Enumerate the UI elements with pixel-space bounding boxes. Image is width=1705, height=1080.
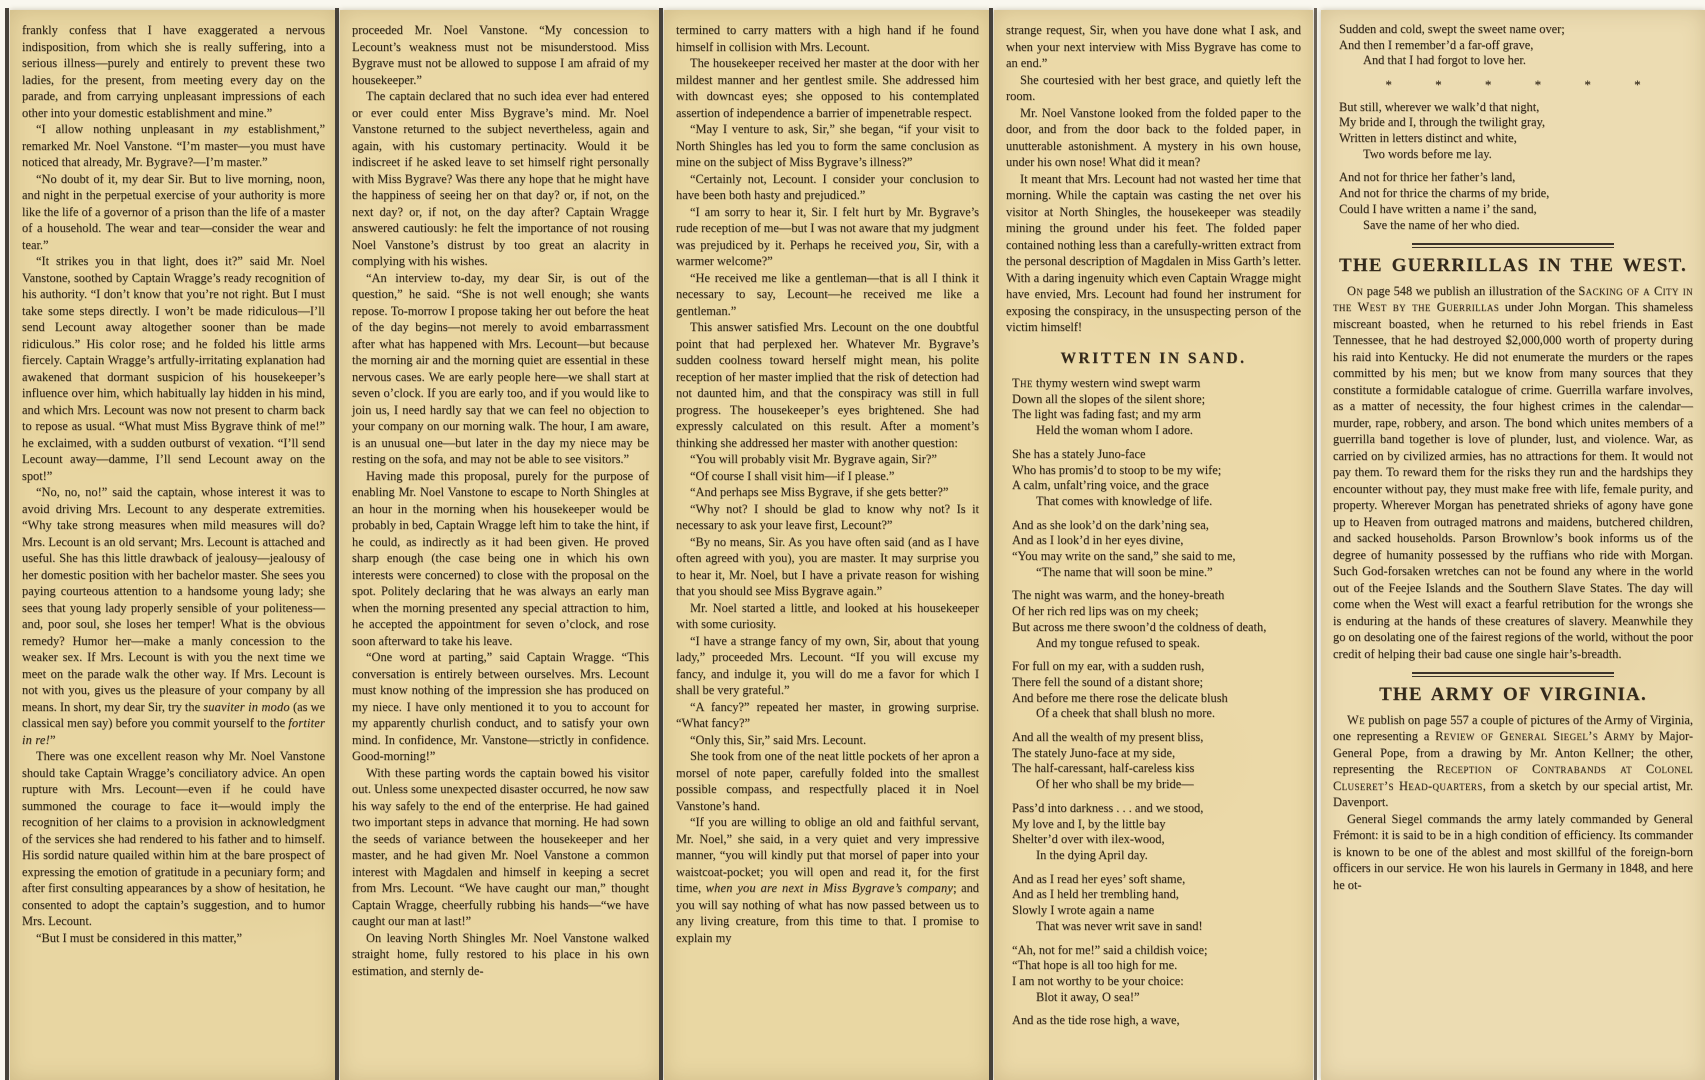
newspaper-column-3: [664, 10, 991, 1080]
poem-line: And then I remember’d a far-off grave,: [1339, 37, 1534, 52]
poem-line: But still, wherever we walk’d that night,: [1339, 99, 1540, 114]
poem-line: For full on my ear, with a sudden rush,: [1012, 659, 1205, 674]
article-paragraph: Mr. Noel started a little, and looked at his housekeeper with some curiosity.: [676, 600, 979, 631]
article-paragraph: Having made this proposal, purely for the purpose of enabling Mr. Noel Vanstone to escape to North Shingles at an hour in the morning when his housekeeper would be probably in bed, Captain Wragge left him to take the hint, if he could, as indirectly as it had been given. He proved sharp enough (the case being one in which his own interests were concerned) to close with the proposal on the spot. Politely declaring that he was always an early man when the morning presented any special attraction to him, he accepted the appointment for seven o’clock, and rose soon afterward to take his leave.: [352, 468, 649, 648]
column-rule: [5, 8, 9, 1080]
poem-line: Of her who shall be my bride—: [1036, 777, 1194, 792]
poem-stanza: [1339, 170, 1693, 233]
poem-line: “The name that will soon be mine.”: [1036, 564, 1213, 579]
poem-stanza: [1339, 22, 1693, 69]
column-rule: [659, 8, 663, 1080]
poem-line: Shelter’d over with ilex-wood,: [1012, 832, 1165, 847]
article-paragraph: “Of course I shall visit him—if I please.”: [690, 468, 895, 483]
poem-title: WRITTEN IN SAND.: [1060, 349, 1247, 367]
article-paragraph: “An interview to-day, my dear Sir, is out of the question,” he said. “She is not well enough; she wants repose. To-morrow I propose taking her out before the heat of the day begins—not merely to avoid embarrassment after what has happened with Mrs. Lecount—but because the morning air and the morning quiet are essential in these nervous cases. We are early people here—we shall start at seven o’clock. If you are early too, and if you would like to join us, I need hardly say that we can feel no objection to your company on our morning walk. The hour, I am aware, is an unusual one—but later in the day my niece may be resting on the sofa, and may not be able to see visitors.”: [352, 270, 649, 466]
article-paragraph: “May I venture to ask, Sir,” she began, “if your visit to North Shingles has led you to form the same conclusion as mine on the subject of Miss Bygrave’s illness?”: [676, 122, 979, 169]
poem-line: My love and I, by the little bay: [1012, 816, 1166, 831]
poem-line: Pass’d into darkness . . . and we stood,: [1012, 800, 1204, 815]
poem-line: “That hope is all too high for me.: [1012, 958, 1178, 973]
article-paragraph: “A fancy?” repeated her master, in growing surprise. “What fancy?”: [676, 699, 979, 730]
poem-line: And as I read her eyes’ soft shame,: [1012, 871, 1186, 886]
poem-line: And my tongue refused to speak.: [1036, 635, 1200, 650]
column-rule: [989, 8, 993, 1080]
article-paragraph: The captain declared that no such idea ever had entered or ever could enter Miss Bygrave’s mind. Mr. Noel Vanstone returned to the subject nevertheless, again and again, with his customary pertinacity. Would it be indiscreet if he asked leave to set himself right personally with Miss Bygrave? Was there any hope that he might have the happiness of seeing her on that day? or, if not, on the next day? or, if not, on the day after? Captain Wragge answered cautiously: he felt the importance of not rousing Noel Vanstone’s distrust by too great an alacrity in complying with his wishes.: [352, 89, 649, 268]
newspaper-column-4: [994, 10, 1313, 1080]
article-paragraph: There was one excellent reason why Mr. Noel Vanstone should take Captain Wragge’s conciliatory advice. An open rupture with Mrs. Lecount—even if he could have summoned the courage to face it—would imply the recognition of her claims to a provision in acknowledgment of the services she had rendered to his father and to himself. His sordid nature quailed within him at the bare prospect of expressing the emotion of gratitude in a pecuniary form; and after first consulting appearances by a show of hesitation, he consented to adopt the captain’s suggestion, and to humor Mrs. Lecount.: [22, 749, 325, 928]
poem-line: Could I have written a name i’ the sand,: [1339, 201, 1537, 216]
poem-line: “You may write on the sand,” she said to me,: [1012, 549, 1236, 564]
article-paragraph: “No, no, no!” said the captain, whose interest it was to avoid driving Mrs. Lecount to any desperate extremities. “Why take strong measures when mild measures will do? Mrs. Lecount is an old servant; Mrs. Lecount is attached and useful. She has this little drawback of jealousy—jealousy of her domestic position with her bachelor master. She sees you paying courteous attention to a handsome young lady; she sees that young lady properly sensible of your politeness—and, poor soul, she loses her temper! What is the obvious remedy? Humor her—make a manly concession to the weaker sex. If Mrs. Lecount is with you the next time we meet on the parade walk the other way. If Mrs. Lecount is not with you, gives us the pleasure of your company by all means. In short, my dear Sir, try the suaviter in modo (as we classical men say) before you commit yourself to the fortiter in re!”: [22, 485, 325, 747]
article-paragraph: The housekeeper received her master at the door with her mildest manner and her gentlest smile. She addressed him with downcast eyes; she opposed to his contemplated assertion of independence a barrier of impenetrable respect.: [676, 56, 979, 120]
article-paragraph: It meant that Mrs. Lecount had not wasted her time that morning. While the captain was casting the net over his visitor at North Shingles, the housekeeper was steadily mining the ground under his feet. The folded paper contained nothing less than a carefully-written extract from the personal description of Magdalen in Miss Garth’s letter. With a daring ingenuity which even Captain Wragge might have envied, Mrs. Lecount had found her instrument for exposing the conspiracy, in the unsuspecting person of the victim himself!: [1006, 171, 1301, 334]
article-paragraph: “By no means, Sir. As you have often said (and as I have often agreed with you), you are master. It may surprise you to hear it, Mr. Noel, but I have a private reason for wishing that you should see Miss Bygrave again.”: [676, 534, 979, 598]
poem-stanza: [1012, 730, 1301, 793]
poem-line: Held the woman whom I adore.: [1036, 423, 1193, 438]
article-paragraph: “I have a strange fancy of my own, Sir, about that young lady,” proceeded Mrs. Lecount. “If you will excuse my fancy, and indulge it, you will do me a favor for which I shall be very grateful.”: [676, 633, 979, 697]
poem-line: Slowly I wrote again a name: [1012, 903, 1155, 918]
poem-line: And that I had forgot to love her.: [1363, 53, 1526, 68]
article-paragraph: “I allow nothing unpleasant in my establishment,” remarked Mr. Noel Vanstone. “I’m master—you must have noticed that already, Mr. Bygrave?—I’m master.”: [22, 122, 325, 169]
poem-line: Blot it away, O sea!”: [1036, 989, 1140, 1004]
article-paragraph: “He received me like a gentleman—that is all I think it necessary to say, Lecount—he received me like a gentleman.”: [676, 270, 979, 318]
poem-stanza: [1012, 447, 1301, 510]
poem-line: My bride and I, through the twilight gray,: [1339, 115, 1546, 130]
article-paragraph: With these parting words the captain bowed his visitor out. Unless some unexpected disaster occurred, he now saw his way safely to the end of the enterprise. He had gained two important steps in advance that morning. He had sown the seeds of variance between the housekeeper and her master, and he had given Mr. Noel Vanstone a common interest with Magdalen and himself in keeping a secret from Mrs. Lecount. “We have caught our man,” thought Captain Wragge, cheerfully rubbing his hands—“we have caught our man at last!”: [352, 765, 649, 928]
poem-stanza: [1012, 518, 1301, 581]
poem-stanza: [1012, 872, 1301, 935]
poem-stanza: [1339, 100, 1693, 163]
article-paragraph: “No doubt of it, my dear Sir. But to live morning, noon, and night in the perpetual exercise of your authority is more like the life of a governor of a prison than the life of a master of a household. The wear and tear—consider the wear and tear.”: [22, 171, 325, 252]
article-paragraph: “Why not? I should be glad to know why not? Is it necessary to ask your leave first, Lecount?”: [676, 501, 979, 532]
double-rule-divider: [1412, 243, 1614, 248]
poem-line: I am not worthy to be your choice:: [1012, 973, 1184, 988]
poem-line: Who has promis’d to stoop to be my wife;: [1012, 462, 1222, 477]
poem-line: Two words before me lay.: [1363, 146, 1492, 161]
poem-line: And as I held her trembling hand,: [1012, 887, 1179, 902]
asterisk-divider: * * * * * *: [1385, 77, 1661, 93]
article-paragraph: She courtesied with her best grace, and quietly left the room.: [1006, 72, 1301, 103]
poem-line: And not for thrice the charms of my bride,: [1339, 186, 1550, 201]
poem-line: She has a stately Juno-face: [1012, 446, 1146, 461]
poem-line: And as the tide rose high, a wave,: [1012, 1013, 1180, 1028]
article-paragraph: “It strikes you in that light, does it?” said Mr. Noel Vanstone, soothed by Captain Wragge’s ready recognition of his authority. “I don’t know that you’re not right. But I must take some steps directly. I won’t be made ridiculous—I’ll send Lecount away altogether sooner than be made ridiculous.” His color rose; and he folded his little arms fiercely. Captain Wragge’s artfully-irritating explanation had awakened that dormant suspicion of his housekeeper’s influence over him, which habitually lay hidden in his mind, and which Mrs. Lecount was now not present to charm back to repose as usual. “What must Miss Bygrave think of me!” he exclaimed, with a sudden outburst of vexation. “I’ll send Lecount away—damme, I’ll send Lecount away on the spot!”: [22, 254, 325, 483]
newspaper-column-5: [1321, 10, 1705, 1080]
poem-line: In the dying April day.: [1036, 847, 1148, 862]
column-rule: [335, 8, 339, 1080]
article-paragraph: “If you are willing to oblige an old and faithful servant, Mr. Noel,” she said, in a very quiet and very impressive manner, “you will kindly put that morsel of paper into your waistcoat-pocket; you will open and read it, for the first time, when you are next in Miss Bygrave’s company; and you will say nothing of what has now passed between us to any living creature, from this time to that. I promise to explain my: [676, 815, 979, 945]
poem-line: The light was fading fast; and my arm: [1012, 407, 1201, 422]
poem-stanza: [1012, 659, 1301, 722]
poem-line: But across me there swoon’d the coldness of death,: [1012, 619, 1267, 634]
article-paragraph: On page 548 we publish an illustration of the Sacking of a City in the West by the Guerrillas under John Morgan. This shameless miscreant boasted, when he returned to his rebel friends in East Tennessee, that he had destroyed $2,000,000 worth of property during his raid into Kentucky. He did not enumerate the murders or the rapes committed by his men; but we know from many sources that they constitute a formidable catalogue of crime. Guerrilla warfare involves, as a matter of necessity, the four highest crimes in the calendar—murder, rape, robbery, and arson. The bond which unites members of a guerrilla band together is love of plunder, lust, and violence. War, as carried on by civilized armies, has no attractions for them. It would not pay them. To reward them for the risks they run and the hardships they encounter without pay, they must make free with life, female purity, and property. Wherever Morgan has penetrated shrieks of agony have gone up to Heaven from outraged matrons and maidens, butchered children, and sacked households. Parson Brownlow’s book informs us of the degree of humanity possessed by the ruffians who ride with Morgan. Such God-forsaken wretches can not be found any where in the world out of the Feejee Islands and the Southern Slave States. The day will come when the West will exact a fearful retribution for the wrongs she is enduring at the hands of these creatures of slavery. Meanwhile they go on desolating one of the fairest regions of the world, without the poor credit of helping their bad cause one single hair’s-breadth.: [1333, 283, 1693, 661]
poem-line: Of a cheek that shall blush no more.: [1036, 706, 1215, 721]
column-rule: [1314, 8, 1317, 1080]
article-paragraph: frankly confess that I have exaggerated a nervous indisposition, from which she is really suffering, into a serious illness—purely and entirely to prevent these two ladies, for the present, from meeting every day on the parade, and from carrying unpleasant impressions of each other into your domestic establishment and mine.”: [22, 23, 325, 120]
double-rule-divider: [1412, 672, 1614, 677]
article-paragraph: “I am sorry to hear it, Sir. I felt hurt by Mr. Bygrave’s rude reception of me—but I was not aware that my judgment was prejudiced by it. Perhaps he received you, Sir, with a warmer welcome?”: [676, 204, 979, 268]
poem-stanza: [1012, 588, 1301, 651]
poem-line: Down all the slopes of the silent shore;: [1012, 391, 1206, 406]
article-paragraph: General Siegel commands the army lately commanded by General Frémont: it is said to be in a high condition of efficiency. Its commander is known to be one of the ablest and most skillful of the foreign-born officers in our service. He won his laurels in Germany in 1848, and here he ot-: [1333, 811, 1693, 892]
newspaper-column-2: [340, 10, 661, 1080]
guerrillas-article-title: THE GUERRILLAS IN THE WEST.: [1339, 255, 1687, 277]
poem-stanza: [1012, 801, 1301, 864]
article-paragraph: “But I must be considered in this matter,”: [36, 930, 242, 945]
article-paragraph: She took from one of the neat little pockets of her apron a morsel of note paper, carefully folded into the smallest possible compass, and respectfully placed it in Noel Vanstone’s hand.: [676, 749, 979, 813]
article-paragraph: This answer satisfied Mrs. Lecount on the one doubtful point that had perplexed her. Whatever Mr. Bygrave’s sudden coolness toward herself might mean, his polite reception of her master implied that the risk of detection had not daunted him, and that the conspiracy was still in full progress. The housekeeper’s eyes brightened. She had expressly calculated on this result. After a moment’s thinking she addressed her master with another question:: [676, 320, 979, 450]
army-of-virginia-article-title: THE ARMY OF VIRGINIA.: [1379, 684, 1647, 706]
poem-line: The thymy western wind swept warm: [1012, 376, 1201, 390]
poem-line: And not for thrice her father’s land,: [1339, 170, 1516, 185]
article-paragraph: “You will probably visit Mr. Bygrave again, Sir?”: [690, 452, 937, 466]
poem-line: The half-caressant, half-careless kiss: [1012, 761, 1195, 776]
poem-stanza: [1012, 943, 1301, 1006]
poem-line: And all the wealth of my present bliss,: [1012, 730, 1204, 745]
article-paragraph: On leaving North Shingles Mr. Noel Vanstone walked straight home, fully restored to his place in his own estimation, and sternly de-: [352, 930, 649, 978]
article-paragraph: “Certainly not, Lecount. I consider your conclusion to have been both hasty and prejudiced.”: [676, 171, 979, 202]
poem-line: Of her rich red lips was on my cheek;: [1012, 604, 1199, 619]
poem-line: A calm, unfalt’ring voice, and the grace: [1012, 478, 1209, 493]
poem-line: And before me there rose the delicate blush: [1012, 690, 1228, 705]
poem-line: That was never writ save in sand!: [1036, 918, 1203, 933]
article-paragraph: strange request, Sir, when you have done what I ask, and when your next interview with Miss Bygrave has come to an end.”: [1006, 23, 1301, 70]
poem-line: The stately Juno-face at my side,: [1012, 745, 1176, 760]
poem-line: Written in letters distinct and white,: [1339, 131, 1517, 146]
poem-line: Sudden and cold, swept the sweet name over;: [1339, 22, 1565, 36]
article-paragraph: termined to carry matters with a high hand if he found himself in collision with Mrs. Lecount.: [676, 23, 979, 54]
poem-line: And as I look’d in her eyes divine,: [1012, 533, 1184, 548]
newspaper-column-1: [10, 10, 337, 1080]
poem-line: The night was warm, and the honey-breath: [1012, 588, 1225, 603]
article-paragraph: “Only this, Sir,” said Mrs. Lecount.: [690, 732, 867, 747]
poem-stanza: [1012, 1013, 1301, 1029]
poem-line: And as she look’d on the dark’ning sea,: [1012, 517, 1209, 532]
poem-line: There fell the sound of a distant shore;: [1012, 674, 1203, 689]
poem-line: Save the name of her who died.: [1363, 217, 1520, 232]
article-paragraph: “And perhaps see Miss Bygrave, if she gets better?”: [690, 485, 949, 499]
poem-line: That comes with knowledge of life.: [1036, 493, 1213, 508]
article-paragraph: Mr. Noel Vanstone looked from the folded paper to the door, and from the door back to the folded paper, in unutterable astonishment. A mystery in his own house, under his own nose! What did it mean?: [1006, 105, 1301, 169]
article-paragraph: proceeded Mr. Noel Vanstone. “My concession to Lecount’s weakness must not be misunderstood. Miss Bygrave must not be allowed to suppose I am afraid of my housekeeper.”: [352, 23, 649, 87]
poem-stanza: [1012, 376, 1301, 439]
article-paragraph: “One word at parting,” said Captain Wragge. “This conversation is entirely between ourselves. Mrs. Lecount must know nothing of the impression she has produced on my niece. I have only mentioned it to you to account for my apparently churlish conduct, and to satisfy your own mind. In confidence, Mr. Vanstone—strictly in confidence. Good-morning!”: [352, 650, 649, 763]
poem-line: “Ah, not for me!” said a childish voice;: [1012, 942, 1208, 957]
article-paragraph: We publish on page 557 a couple of pictures of the Army of Virginia, one representing a Review of General Siegel’s Army by Major-General Pope, from a drawing by Mr. Anton Kellner; the other, representing the Reception of Contrabands at Colonel Cluseret’s Head-quarters, from a sketch by our special artist, Mr. Davenport.: [1333, 712, 1693, 810]
